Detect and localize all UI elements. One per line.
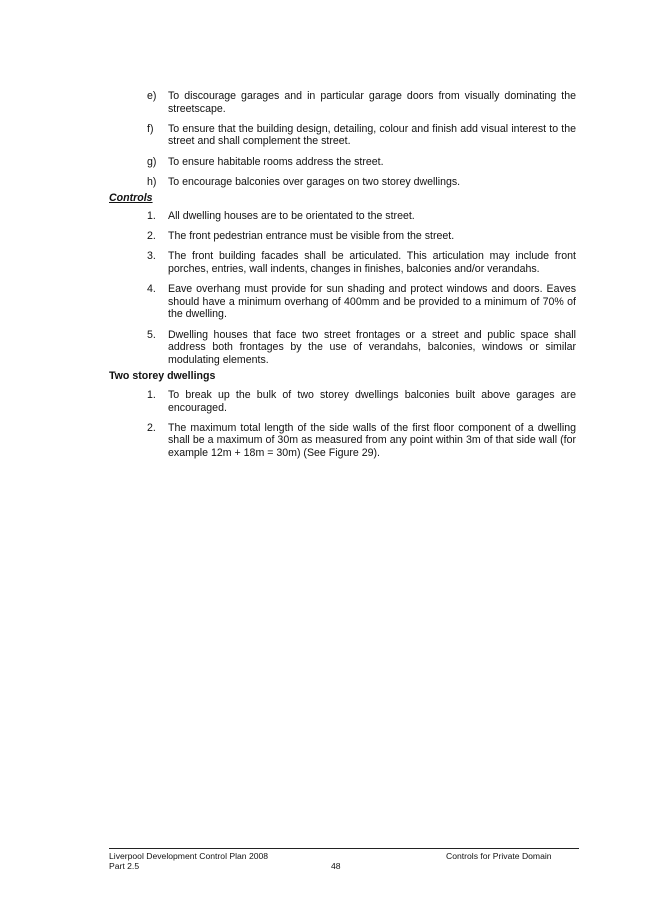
list-marker: 2. — [147, 230, 156, 243]
footer-section-title: Controls for Private Domain — [446, 851, 552, 861]
objectives-list — [0, 90, 653, 196]
control-item — [0, 250, 653, 275]
list-marker: 3. — [147, 250, 156, 263]
list-marker: 4. — [147, 283, 156, 296]
list-marker: 1. — [147, 389, 156, 401]
control-item — [0, 210, 653, 223]
list-marker: 5. — [147, 328, 156, 341]
objective-text: To ensure habitable rooms address the street. — [168, 155, 384, 168]
control-item — [0, 329, 653, 367]
footer-part: Part 2.5 — [109, 861, 140, 871]
control-text: Dwelling houses that face two street frontages or a street and public space shall address both frontages by the use of verandahs, balconies, windows or similar modulating elements. — [168, 328, 576, 366]
list-marker: 2. — [147, 421, 156, 434]
two-storey-heading: Two storey dwellings — [109, 370, 216, 382]
controls-heading: Controls — [109, 192, 153, 204]
list-marker: 1. — [147, 210, 156, 222]
control-text: The front building facades shall be articulated. This articulation may include front porches, entries, wall indents, changes in finishes, balconies and/or verandahs. — [168, 250, 576, 275]
footer-page-number: 48 — [331, 861, 341, 871]
objective-item — [0, 176, 653, 189]
list-marker: h) — [147, 175, 157, 188]
footer-divider — [109, 848, 579, 849]
two-storey-item — [0, 389, 653, 414]
objective-item — [0, 123, 653, 148]
objective-item — [0, 90, 653, 115]
objective-text: To discourage garages and in particular garage doors from visually dominating the streetscape. — [168, 90, 576, 115]
control-item — [0, 283, 653, 321]
control-text: The front pedestrian entrance must be visible from the street. — [168, 230, 455, 243]
footer-document-title: Liverpool Development Control Plan 2008 — [109, 851, 269, 861]
list-marker: f) — [147, 122, 154, 135]
list-marker: g) — [147, 155, 157, 168]
objective-text: To ensure that the building design, detailing, colour and finish add visual interest to the street and shall complement the street. — [168, 122, 576, 148]
controls-list — [0, 210, 653, 374]
control-text: Eave overhang must provide for sun shading and protect windows and doors. Eaves should have a minimum overhang of 400mm and be provided to a minimum of 70% of the dwelling. — [168, 283, 576, 321]
list-marker: e) — [147, 90, 157, 102]
two-storey-item — [0, 422, 653, 460]
objective-item — [0, 156, 653, 169]
two-storey-text: To break up the bulk of two storey dwellings balconies built above garages are encouraged. — [168, 389, 576, 414]
two-storey-list — [0, 389, 653, 467]
control-item — [0, 230, 653, 243]
objective-text: To encourage balconies over garages on two storey dwellings. — [168, 175, 461, 188]
two-storey-text: The maximum total length of the side walls of the first floor component of a dwelling shall be a maximum of 30m as measured from any point within 3m of that side wall (for example 12m + 18m = 30m) (See Figure 29). — [168, 421, 576, 459]
control-text: All dwelling houses are to be orientated to the street. — [168, 210, 415, 222]
